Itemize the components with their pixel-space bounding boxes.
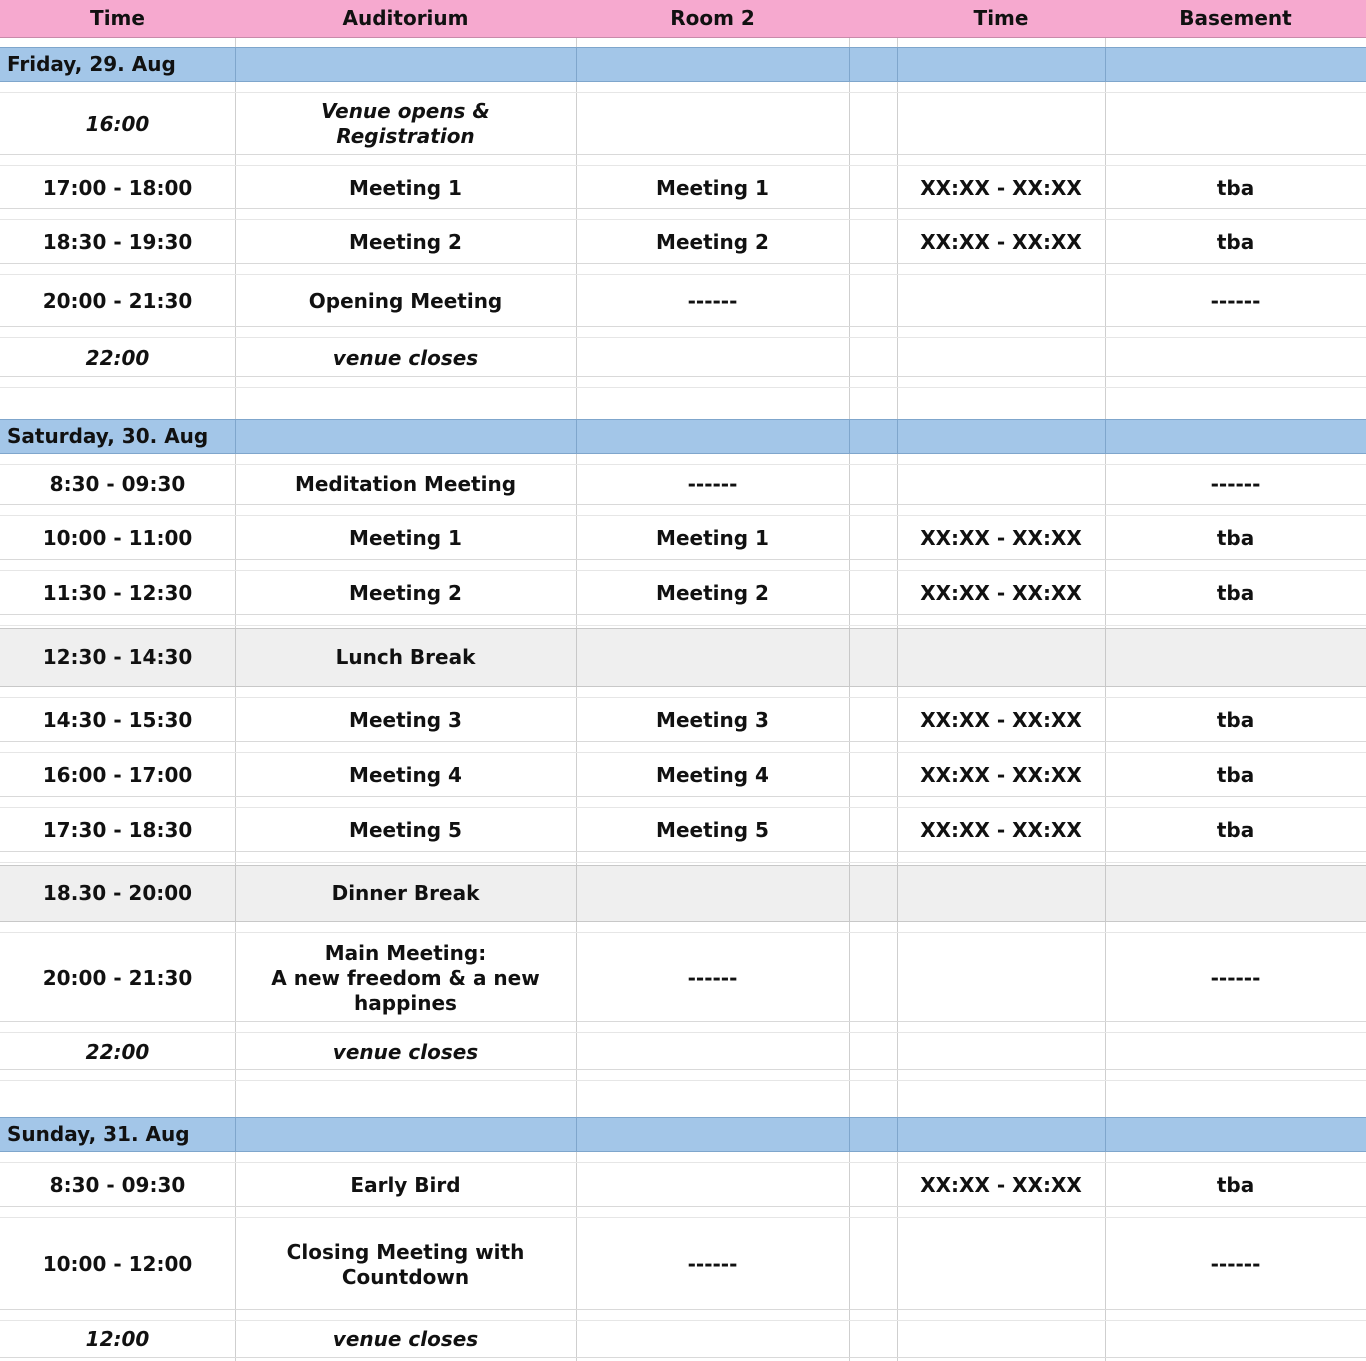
auditorium-cell: Lunch Break [335, 645, 476, 669]
time2-cell [897, 340, 1105, 376]
spacer-cell [849, 222, 897, 263]
row-spacer-line [0, 1032, 1366, 1033]
row-spacer-line [0, 862, 1366, 863]
spacer-cell [849, 518, 897, 559]
schedule-row [0, 94, 1366, 155]
time2-cell [897, 866, 1105, 921]
row-spacer-line [0, 274, 1366, 275]
day-header-divider [897, 1118, 898, 1151]
schedule-row [0, 518, 1366, 560]
time2-cell: XX:XX - XX:XX [920, 818, 1082, 842]
time-cell: 20:00 - 21:30 [42, 288, 193, 313]
basement-cell: ------ [1210, 288, 1261, 313]
auditorium-cell: Meeting 1 [349, 526, 462, 550]
time-cell: 17:30 - 18:30 [42, 818, 193, 842]
spacer-cell [849, 465, 897, 504]
row-spacer-line [0, 932, 1366, 933]
auditorium-cell: venue closes [332, 345, 479, 370]
day-header [0, 1117, 1366, 1152]
day-header-divider [576, 1118, 577, 1151]
time-cell: 20:00 - 21:30 [42, 965, 193, 990]
row-spacer-line [0, 92, 1366, 93]
day-header [0, 47, 1366, 82]
basement-cell [1105, 629, 1366, 686]
room2-cell: Meeting 2 [656, 230, 769, 254]
auditorium-cell: Main Meeting: A new freedom & a new happines [271, 940, 540, 1015]
basement-cell: tba [1216, 175, 1255, 200]
schedule-row [0, 465, 1366, 505]
room2-cell: ------ [687, 472, 738, 496]
time-cell: 22:00 [85, 1039, 150, 1064]
time-cell: 10:00 - 12:00 [42, 1252, 193, 1276]
spacer-cell [849, 810, 897, 851]
schedule-row [0, 1220, 1366, 1310]
day-header-divider [1105, 48, 1106, 81]
spacer-cell [849, 755, 897, 796]
column-header: Room 2 [670, 6, 755, 30]
basement-cell: tba [1216, 230, 1255, 254]
column-header: Basement [1179, 6, 1292, 30]
spacer-cell [849, 1322, 897, 1357]
basement-cell: tba [1216, 708, 1255, 732]
room2-cell [576, 340, 849, 376]
spacer-cell [849, 700, 897, 741]
basement-cell: ------ [1210, 1252, 1261, 1276]
spacer-cell [849, 935, 897, 1021]
time2-cell [897, 276, 1105, 326]
time2-cell [897, 1220, 1105, 1309]
day-header-divider [849, 48, 850, 81]
spacer-cell [849, 276, 897, 326]
time-cell: 12:30 - 14:30 [42, 645, 193, 669]
auditorium-cell: Meeting 1 [349, 175, 462, 200]
basement-cell [1105, 1322, 1366, 1357]
time-cell: 8:30 - 09:30 [49, 472, 186, 496]
schedule-row [0, 222, 1366, 264]
time-cell: 12:00 [85, 1327, 150, 1351]
table-header [0, 0, 1366, 38]
row-spacer-line [0, 1320, 1366, 1321]
room2-cell [576, 1165, 849, 1206]
day-header-divider [849, 1118, 850, 1151]
room2-cell [576, 1035, 849, 1069]
auditorium-cell: Opening Meeting [308, 288, 503, 313]
time2-cell: XX:XX - XX:XX [920, 708, 1082, 732]
schedule-row [0, 168, 1366, 209]
time-cell: 14:30 - 15:30 [42, 708, 193, 732]
day-title: Saturday, 30. Aug [7, 424, 209, 448]
row-spacer-line [0, 1162, 1366, 1163]
time-cell: 11:30 - 12:30 [42, 581, 193, 605]
auditorium-cell: Meeting 4 [349, 763, 462, 787]
auditorium-cell: venue closes [332, 1327, 479, 1351]
schedule-row [0, 1165, 1366, 1207]
time2-cell: XX:XX - XX:XX [920, 763, 1082, 787]
column-header: Time [973, 6, 1029, 30]
time-cell: 16:00 - 17:00 [42, 763, 193, 787]
basement-cell [1105, 340, 1366, 376]
day-title: Sunday, 31. Aug [7, 1122, 190, 1146]
row-spacer-line [0, 570, 1366, 571]
break-row [0, 865, 1366, 922]
room2-cell [576, 94, 849, 154]
basement-cell: ------ [1210, 472, 1261, 496]
spacer-cell [849, 1035, 897, 1069]
time2-cell [897, 935, 1105, 1021]
row-spacer-line [0, 1217, 1366, 1218]
row-spacer-line [0, 515, 1366, 516]
auditorium-cell: Closing Meeting with Countdown [286, 1239, 525, 1289]
day-title: Friday, 29. Aug [7, 52, 176, 76]
basement-cell [1105, 1035, 1366, 1069]
auditorium-cell: Meditation Meeting [294, 472, 517, 496]
basement-cell: tba [1216, 818, 1255, 842]
room2-cell: ------ [687, 288, 738, 313]
room2-cell: Meeting 1 [656, 526, 769, 550]
auditorium-cell: Meeting 2 [349, 581, 462, 605]
time-cell: 17:00 - 18:00 [42, 175, 193, 200]
room2-cell [576, 866, 849, 921]
spacer-cell [849, 340, 897, 376]
column-header-blank [849, 0, 897, 37]
room2-cell: Meeting 4 [656, 763, 769, 787]
auditorium-cell: venue closes [332, 1039, 479, 1064]
auditorium-cell: Meeting 3 [349, 708, 462, 732]
auditorium-cell: Meeting 5 [349, 818, 462, 842]
schedule-row [0, 276, 1366, 327]
column-header: Time [90, 6, 145, 30]
row-spacer-line [0, 387, 1366, 388]
auditorium-cell: Meeting 2 [349, 230, 462, 254]
row-spacer-line [0, 165, 1366, 166]
time2-cell: XX:XX - XX:XX [920, 175, 1082, 200]
time2-cell: XX:XX - XX:XX [920, 581, 1082, 605]
basement-cell: ------ [1210, 965, 1261, 990]
basement-cell: tba [1216, 1173, 1255, 1197]
day-header-divider [576, 420, 577, 453]
row-spacer-line [0, 697, 1366, 698]
time-cell: 16:00 [85, 111, 150, 136]
time-cell: 22:00 [85, 345, 150, 370]
basement-cell [1105, 866, 1366, 921]
time2-cell [897, 465, 1105, 504]
row-spacer-line [0, 807, 1366, 808]
time-cell: 10:00 - 11:00 [42, 526, 193, 550]
row-spacer-line [0, 1080, 1366, 1081]
basement-cell: tba [1216, 581, 1255, 605]
spacer-cell [849, 1165, 897, 1206]
time-cell: 18.30 - 20:00 [42, 881, 193, 905]
day-header-divider [897, 420, 898, 453]
spacer-cell [849, 94, 897, 154]
room2-cell: Meeting 1 [656, 175, 769, 200]
spacer-cell [849, 1220, 897, 1309]
schedule-row [0, 340, 1366, 377]
time2-cell: XX:XX - XX:XX [920, 1173, 1082, 1197]
spacer-cell [849, 168, 897, 208]
day-header-divider [897, 48, 898, 81]
room2-cell: ------ [687, 965, 738, 990]
room2-cell: ------ [687, 1252, 738, 1276]
column-header: Auditorium [342, 6, 469, 30]
time-cell: 18:30 - 19:30 [42, 230, 193, 254]
schedule-row [0, 935, 1366, 1022]
room2-cell: Meeting 5 [656, 818, 769, 842]
time2-cell [897, 1035, 1105, 1069]
time2-cell [897, 1322, 1105, 1357]
time2-cell [897, 94, 1105, 154]
room2-cell [576, 629, 849, 686]
basement-cell: tba [1216, 526, 1255, 550]
basement-cell [1105, 94, 1366, 154]
time2-cell: XX:XX - XX:XX [920, 526, 1082, 550]
auditorium-cell: Venue opens & Registration [321, 99, 490, 148]
schedule-row [0, 1322, 1366, 1358]
room2-cell: Meeting 3 [656, 708, 769, 732]
break-row [0, 628, 1366, 687]
basement-cell: tba [1216, 763, 1255, 787]
spacer-cell [849, 629, 897, 686]
time2-cell: XX:XX - XX:XX [920, 230, 1082, 254]
spacer-cell [849, 573, 897, 614]
schedule-row [0, 810, 1366, 852]
time-cell: 8:30 - 09:30 [49, 1173, 186, 1197]
schedule-row [0, 573, 1366, 615]
auditorium-cell: Early Bird [350, 1173, 461, 1197]
room2-cell [576, 1322, 849, 1357]
time2-cell [897, 629, 1105, 686]
row-spacer-line [0, 337, 1366, 338]
auditorium-cell: Dinner Break [331, 881, 480, 905]
spacer-cell [849, 866, 897, 921]
schedule-row [0, 700, 1366, 742]
row-spacer-line [0, 219, 1366, 220]
day-header [0, 419, 1366, 454]
schedule-row [0, 755, 1366, 797]
schedule-row [0, 1035, 1366, 1070]
row-spacer-line [0, 625, 1366, 626]
day-header-divider [1105, 420, 1106, 453]
row-spacer-line [0, 752, 1366, 753]
day-header-divider [849, 420, 850, 453]
day-header-divider [1105, 1118, 1106, 1151]
day-header-divider [576, 48, 577, 81]
room2-cell: Meeting 2 [656, 581, 769, 605]
